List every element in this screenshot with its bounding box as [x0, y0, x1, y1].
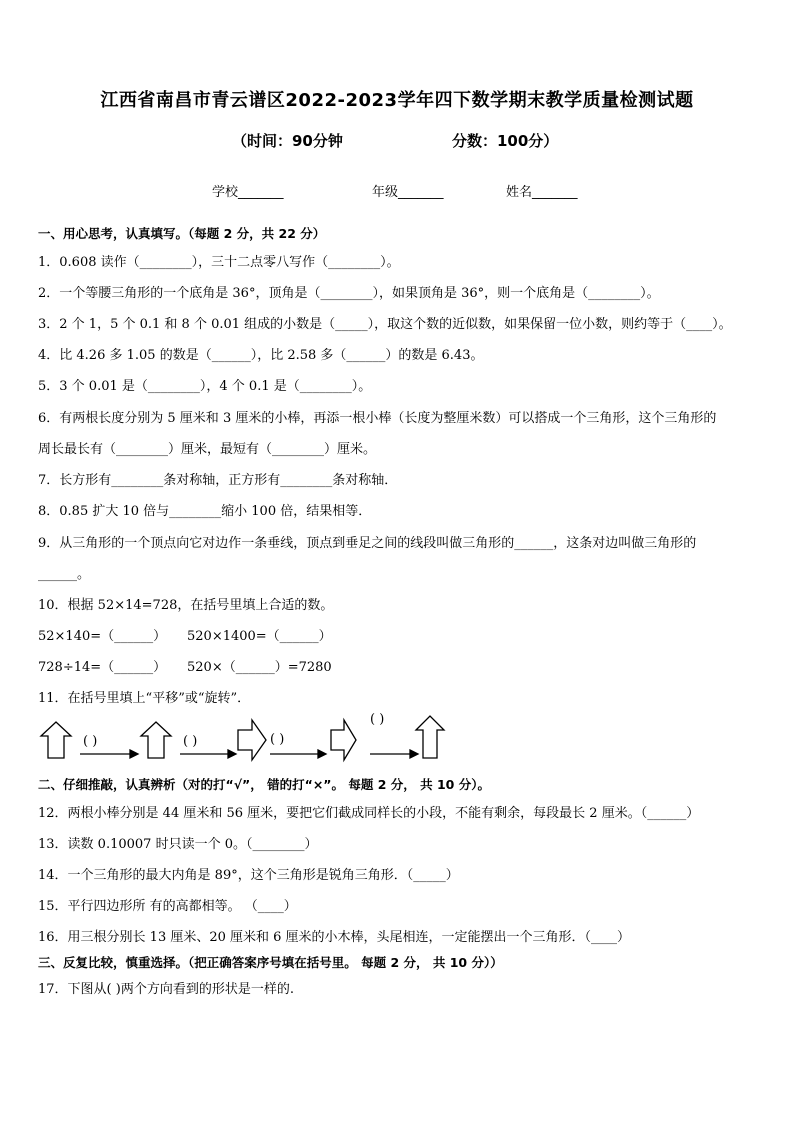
- question-9-line-1: 9．从三角形的一个顶点向它对边作一条垂线，顶点到垂足之间的线段叫做三角形的______，这条对边叫做三角形的: [38, 536, 697, 551]
- question-12: 12．两根小棒分别是 44 厘米和 56 厘米，要把它们截成同样长的小段，不能有剩余，每段最长 2 厘米。（______）: [38, 806, 700, 821]
- question-3: 3．2 个 1，5 个 0.1 和 8 个 0.01 组成的小数是（_____），取这个数的近似数，如果保留一位小数，则约等于（____）。: [38, 317, 732, 332]
- question-6-line-1: 6．有两根长度分别为 5 厘米和 3 厘米的小棒，再添一根小棒（长度为整厘米数）可以搭成一个三角形，这个三角形的: [38, 411, 717, 426]
- question-14: 14．一个三角形的最大内角是 89°，这个三角形是锐角三角形．（_____）: [38, 868, 459, 883]
- right-arrow-icon-2: [331, 720, 356, 760]
- question-8: 8．0.85 扩大 10 倍与________缩小 100 倍，结果相等．: [38, 504, 372, 519]
- answer-blank-3[interactable]: ( ): [270, 732, 285, 747]
- exam-title: 江西省南昌市青云谱区2022-2023学年四下数学期末教学质量检测试题: [100, 90, 694, 111]
- question-17: 17．下图从( )两个方向看到的形状是一样的.: [38, 982, 294, 997]
- section-2-heading: 二、仔细推敲，认真辨析（对的打“√”， 错的打“×”。 每题 2 分， 共 10 分）。: [38, 777, 490, 792]
- question-5: 5．3 个 0.01 是（________），4 个 0.1 是（________）。: [38, 379, 372, 394]
- question-10-item-3: 728÷14=（______）: [38, 660, 167, 675]
- question-10-item-4: 520×（______）=7280: [187, 660, 332, 675]
- up-arrow-icon-2: [141, 722, 171, 758]
- question-6-line-2: 周长最长有（________）厘米，最短有（________）厘米。: [38, 442, 377, 457]
- grade-field: 年级_______: [372, 185, 444, 200]
- answer-blank-4[interactable]: ( ): [370, 712, 385, 727]
- up-arrow-icon-1: [41, 722, 71, 758]
- question-11-figure: [38, 712, 458, 768]
- question-10-item-1: 52×140=（______）: [38, 629, 167, 644]
- question-13: 13．读数 0.10007 时只读一个 0。（________）: [38, 837, 318, 852]
- question-9-line-2: ______。: [38, 567, 91, 582]
- question-2: 2．一个等腰三角形的一个底角是 36°，顶角是（________），如果顶角是 36°，则一个底角是（________）。: [38, 286, 660, 301]
- connector-arrowhead-2: [228, 750, 236, 758]
- question-10: 10．根据 52×14=728，在括号里填上合适的数。: [38, 598, 334, 613]
- up-arrow-icon-3: [416, 716, 444, 758]
- exam-time: （时间：90分钟: [232, 132, 343, 150]
- exam-score: 分数：100分）: [452, 132, 559, 150]
- connector-arrowhead-4: [410, 750, 418, 758]
- answer-blank-2[interactable]: ( ): [183, 734, 198, 749]
- name-field: 姓名_______: [506, 185, 578, 200]
- section-1-heading: 一、用心思考，认真填写。（每题 2 分，共 22 分）: [38, 226, 326, 241]
- question-15: 15．平行四边形所 有的高都相等。 （____）: [38, 899, 297, 914]
- school-field: 学校_______: [212, 185, 284, 200]
- connector-arrowhead-3: [318, 750, 326, 758]
- answer-blank-1[interactable]: ( ): [83, 734, 98, 749]
- question-16: 16．用三根分别长 13 厘米、20 厘米和 6 厘米的小木棒，头尾相连，一定能摆出一个三角形．（____）: [38, 930, 631, 945]
- question-11: 11．在括号里填上“平移”或“旋转”．: [38, 691, 251, 706]
- question-7: 7．长方形有________条对称轴，正方形有________条对称轴．: [38, 473, 398, 488]
- question-10-item-2: 520×1400=（______）: [187, 629, 332, 644]
- arrow-figure-svg: [38, 712, 458, 768]
- question-4: 4．比 4.26 多 1.05 的数是（______），比 2.58 多（______）的数是 6.43。: [38, 348, 484, 363]
- question-1: 1．0.608 读作（________），三十二点零八写作（________）。: [38, 255, 400, 270]
- right-arrow-icon-1: [238, 720, 266, 760]
- connector-arrowhead-1: [130, 750, 138, 758]
- section-3-heading: 三、反复比较，慎重选择。（把正确答案序号填在括号里。 每题 2 分， 共 10 分））: [38, 955, 503, 970]
